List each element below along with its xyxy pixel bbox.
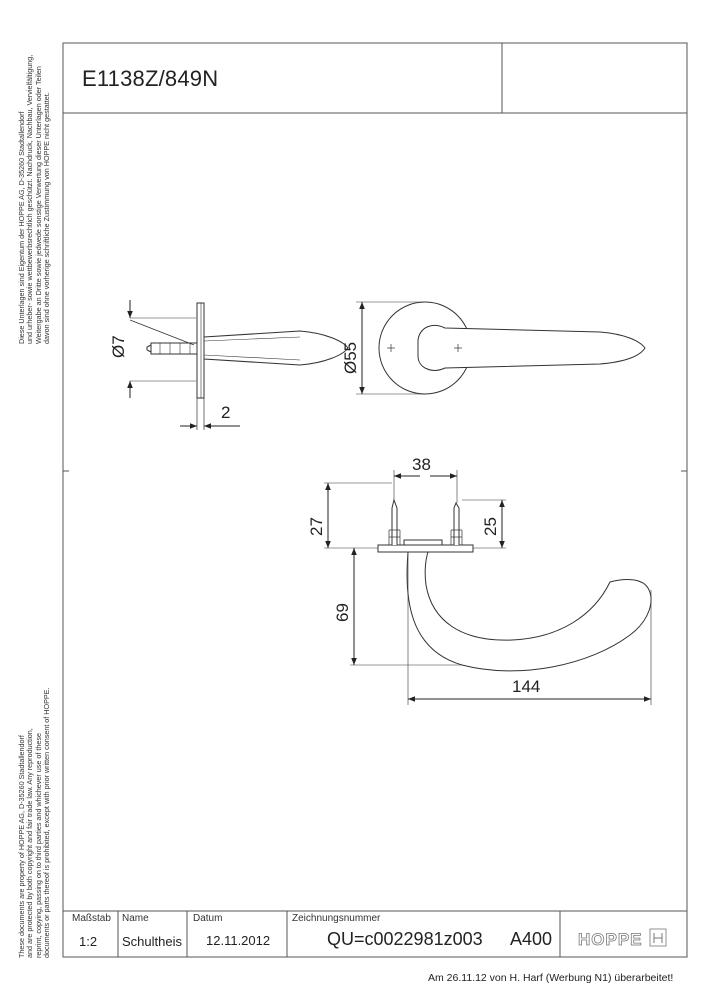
- legal-german-line-4: davon sind ohne vorherige schriftliche Zustimmung von HOPPE nicht gestattet.: [42, 92, 52, 344]
- legal-german-line-1: Diese Unterlagen sind Eigentum der HOPPE AG, D-35260 Stadtallendorf: [17, 111, 26, 344]
- spindle-spacing-label: 38: [412, 455, 431, 474]
- spindle-length-left-label: 27: [307, 517, 326, 536]
- drawing-frame: [63, 43, 687, 957]
- drawing-number-value: QU=c0022981z003: [327, 929, 483, 949]
- rose-pin-diameter-label: Ø7: [109, 335, 128, 358]
- date-value: 12.11.2012: [206, 933, 271, 948]
- legal-german-line-3: Weitergabe an Dritte sowie jedwede sonstige Verwertung dieser Unterlagen oder Teilen: [33, 66, 43, 344]
- legal-german-line-2: und urheber- sowie wettbewerbsrechtlich geschützt. Nachdruck, Nachbau, Vervielfältigung,: [25, 54, 35, 344]
- spindle-length-right-label: 25: [481, 517, 500, 536]
- hoppe-logo: [578, 929, 666, 949]
- name-label: Name: [122, 913, 149, 924]
- scale-label: Maßstab: [72, 913, 111, 924]
- side-view: [130, 303, 348, 398]
- legal-english-line-1: These documents are property of HOPPE AG, D-35260 Stadtallendorf: [17, 735, 26, 958]
- legal-english-line-3: reprint, copying, passing on to third parties and whichever use of these: [33, 733, 43, 958]
- hoppe-logo-text: HOPPE: [578, 930, 643, 949]
- format-value: A400: [510, 929, 553, 949]
- legal-english-line-4: documents or parts thereof is prohibited, except with prior written consent of HOPPE.: [42, 687, 52, 958]
- rose-thickness-label: 2: [221, 403, 231, 422]
- top-view: [324, 470, 651, 705]
- date-label: Datum: [193, 913, 223, 924]
- drawing-number-label: Zeichnungsnummer: [292, 913, 381, 924]
- handle-length-label: 144: [512, 677, 541, 696]
- revision-note: Am 26.11.12 von H. Harf (Werbung N1) überarbeitet!: [428, 972, 674, 984]
- name-value: Schultheis: [122, 934, 182, 949]
- front-view: [356, 302, 645, 394]
- legal-english-line-2: and are protected by both copyright and fair trade law. Any reproduction,: [25, 728, 35, 958]
- part-number-title: E1138Z/849N: [82, 66, 219, 91]
- scale-value: 1:2: [79, 934, 98, 949]
- handle-drop-label: 69: [333, 603, 352, 622]
- rose-diameter-label: Ø55: [341, 341, 360, 374]
